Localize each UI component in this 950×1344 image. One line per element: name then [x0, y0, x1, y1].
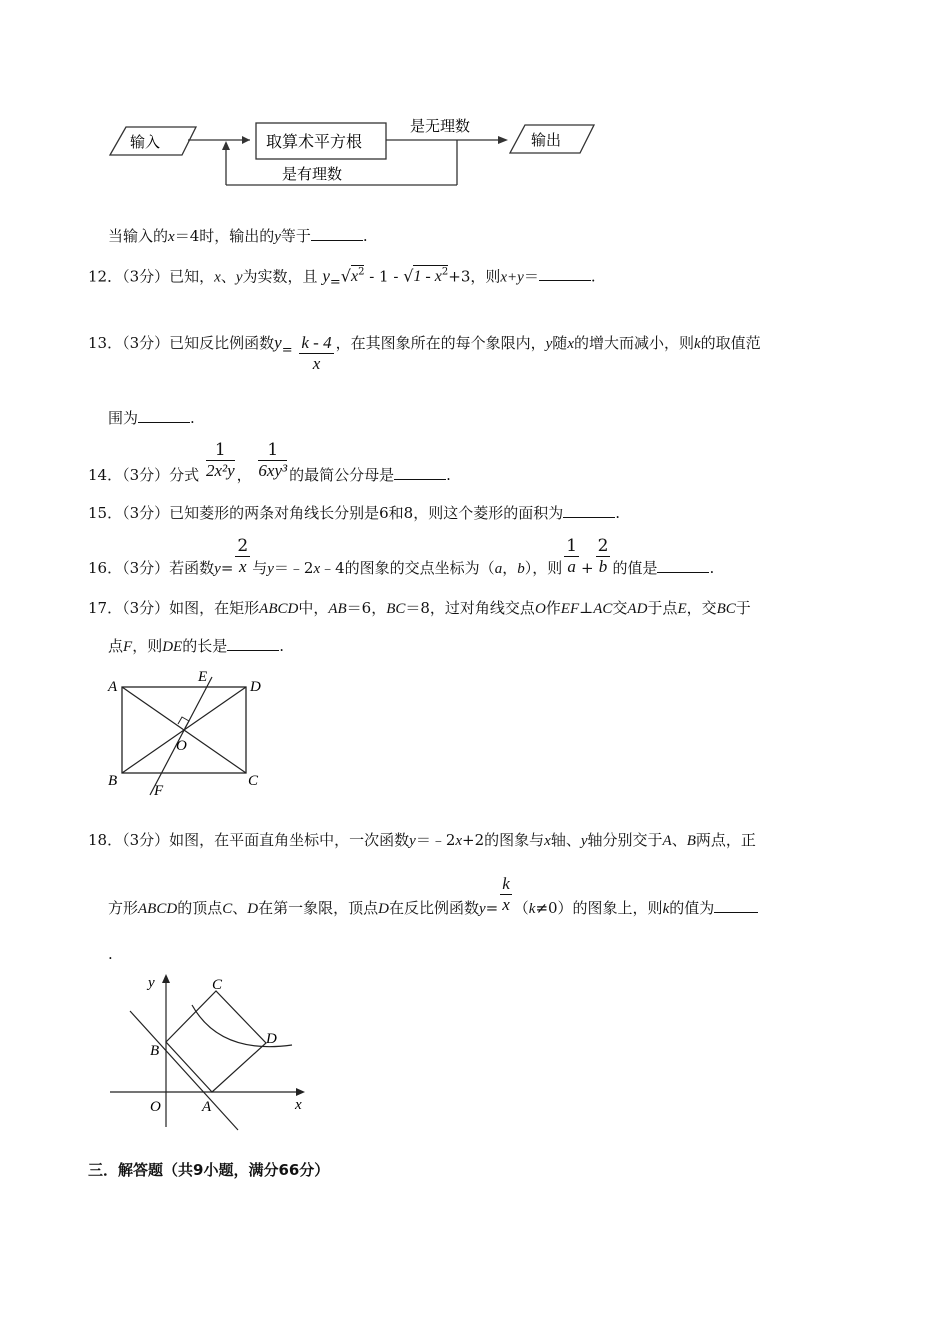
figure-17-rectangle — [100, 665, 275, 800]
question-16: 16．（3分）若函数y= $\frac{2}{x}$ 与y＝﹣2x﹣4的图象的交点坐标为（a，b），则 $\frac{1}{a}$ + $\frac{2}{b}$ 的值是 . — [88, 536, 715, 577]
label-A: A — [202, 1099, 212, 1115]
label-C: C — [248, 773, 259, 789]
answer-blank[interactable] — [394, 465, 446, 480]
label-O: O — [176, 738, 187, 754]
label-O: O — [150, 1099, 161, 1115]
answer-blank[interactable] — [311, 226, 363, 241]
label-C: C — [212, 977, 223, 993]
hyperbola-curve — [192, 1005, 292, 1047]
question-14: 14．（3分）分式 $\frac{1}{\text{2x²y}}$ ， $\frac{1}{\text{6xy³}}$ 的最简公分母是 . — [88, 440, 451, 484]
label-D: D — [266, 1031, 277, 1047]
question-12: 12．（3分）已知，x、y为实数，且 $y=√x^2 - 1 - √1 - x^2+3$，则x+y＝ . — [88, 266, 596, 291]
question-13-line2: 围为 . — [108, 409, 195, 427]
rational-label: 是有理数 — [282, 165, 343, 183]
question-15: 15．（3分）已知菱形的两条对角线长分别是6和8，则这个菱形的面积为 . — [88, 504, 621, 522]
q11-tail: 当输入的x＝4时，输出的y等于 . — [108, 227, 368, 245]
question-18: 18．（3分）如图，在平面直角坐标中，一次函数y＝﹣2x+2的图象与x轴、y轴分别交于A、B两点，正 — [88, 831, 756, 849]
question-17: 17．（3分）如图，在矩形ABCD中，AB＝6，BC＝8，过对角线交点O作EF⊥AC交AD于点E，交BC于 — [88, 599, 751, 617]
section-3-title: 三．解答题（共9小题，满分66分） — [88, 1161, 330, 1179]
figure-18-coordinate — [100, 965, 320, 1135]
fraction-k-over-x: $\frac{k}{x}$ — [502, 874, 510, 914]
fraction-1-over-2x2y: $\frac{1}{\text{2x²y}}$ — [205, 440, 235, 480]
square-abcd — [166, 991, 266, 1092]
line-ab — [130, 1011, 238, 1130]
fraction-2-over-b: $\frac{2}{b}$ — [597, 536, 609, 576]
question-13: 13．（3分）已知反比例函数y= $\frac{k - 4}{x}$ ，在其图象所在的每个象限内，y随x的增大而减小，则k的取值范 — [88, 333, 761, 373]
label-F: F — [154, 783, 164, 799]
answer-blank[interactable] — [227, 636, 279, 651]
label-A: A — [108, 679, 118, 695]
answer-blank[interactable] — [563, 503, 615, 518]
label-B: B — [150, 1043, 160, 1059]
label-D: D — [250, 679, 261, 695]
process-label: 取算术平方根 — [266, 132, 363, 151]
answer-blank[interactable] — [657, 558, 709, 573]
answer-blank[interactable] — [714, 898, 758, 913]
fraction-1-over-6xy3: $\frac{1}{\text{6xy³}}$ — [258, 440, 288, 480]
label-y: y — [148, 975, 155, 991]
answer-blank[interactable] — [138, 408, 190, 423]
input-label: 输入 — [130, 133, 161, 151]
fraction-k-4-over-x: $\frac{k - 4}{x}$ — [301, 333, 332, 373]
irrational-label: 是无理数 — [410, 117, 471, 135]
label-E: E — [198, 669, 208, 685]
answer-blank[interactable] — [539, 266, 591, 281]
line-ef — [150, 677, 212, 795]
fraction-1-over-a: $\frac{1}{a}$ — [566, 536, 578, 576]
flowchart — [100, 105, 610, 195]
output-label: 输出 — [531, 131, 562, 149]
label-x: x — [295, 1097, 302, 1113]
question-17-line2: 点F，则DE的长是 . — [108, 637, 284, 655]
question-18-line2: 方形ABCD的顶点C、D在第一象限，顶点D在反比例函数y= $\frac{k}{x}$ （k≠0）的图象上，则k的值为 — [108, 874, 758, 922]
label-B: B — [108, 773, 118, 789]
question-18-dot: . — [108, 945, 113, 963]
fraction-2-over-x: $\frac{2}{x}$ — [237, 536, 249, 576]
